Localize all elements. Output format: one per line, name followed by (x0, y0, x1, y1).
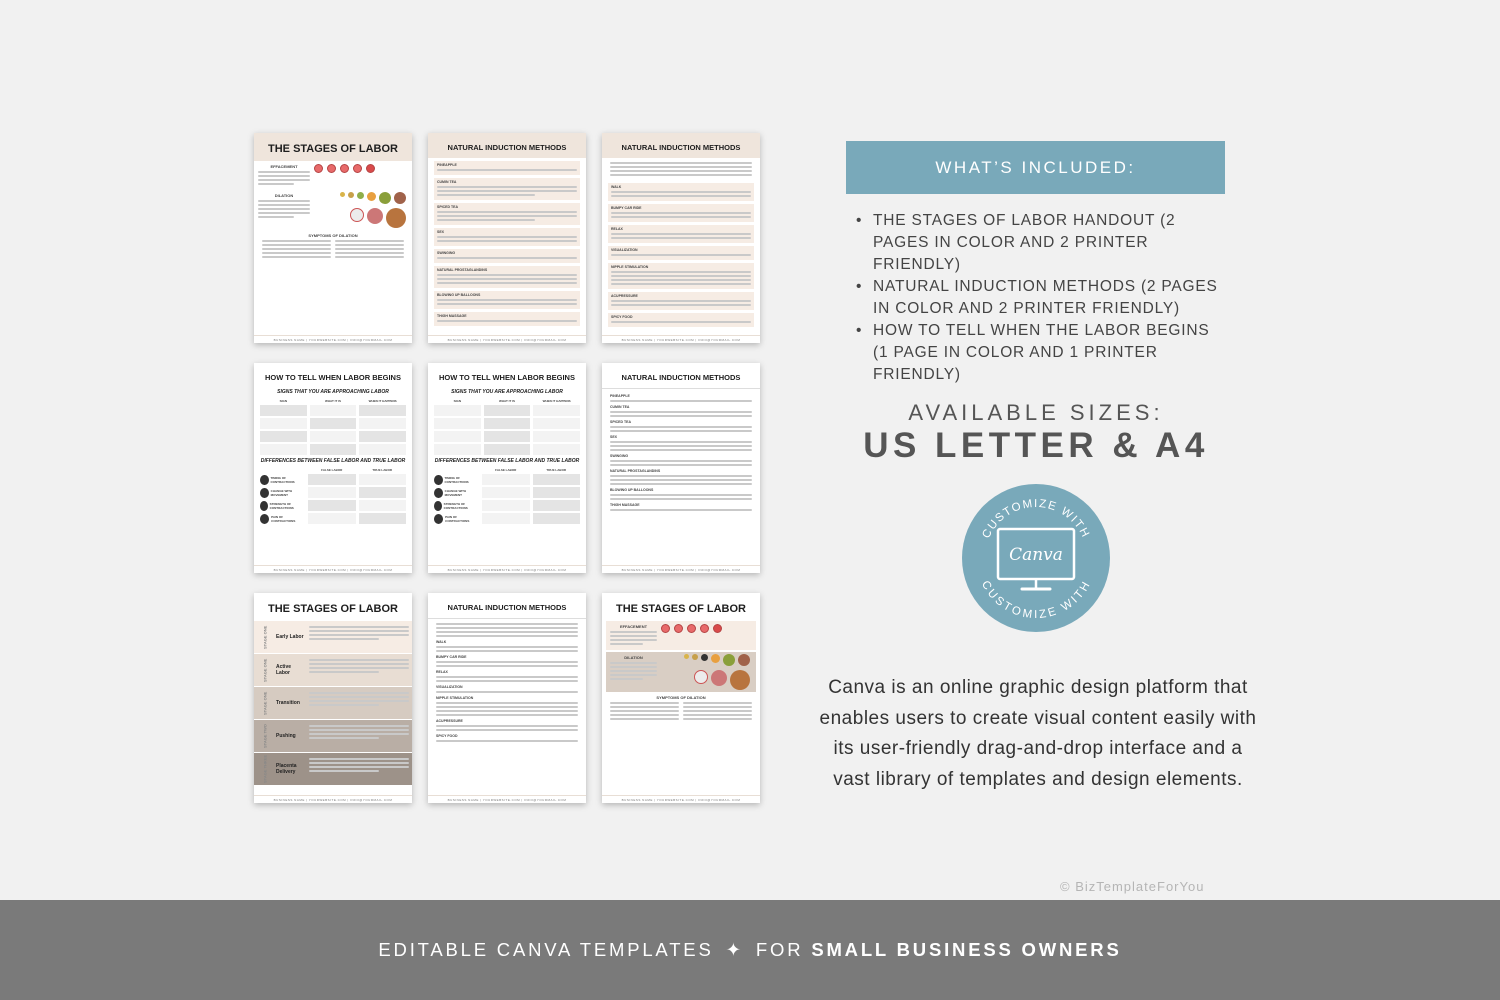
thumb-subheading: DIFFERENCES BETWEEN FALSE LABOR AND TRUE LABOR (260, 458, 406, 464)
copyright-text: © BizTemplateForYou (1060, 879, 1205, 894)
thumb-natural-induction-1: NATURAL INDUCTION METHODS PINEAPPLE CUMIN TEA SPICED TEA SEX SWINGING NATURAL PROSTAGLANDINS BLOWING UP BALLOONS THIGH MASSAGE BUSINESS NAME | YOURWEBSITE.COM | INFO@YOURMAIL.COM (428, 133, 586, 343)
included-item: • HOW TO TELL WHEN THE LABOR BEGINS (1 PAGE IN COLOR AND 1 PRINTER FRIENDLY) (856, 320, 1226, 386)
canva-description: Canva is an online graphic design platform that enables users to create visual content easily with its user-friendly drag-and-drop interface and a vast library of templates and design elements. (819, 677, 1257, 790)
thumb-natural-induction-3: NATURAL INDUCTION METHODS PINEAPPLE CUMIN TEA SPICED TEA SEX SWINGING NATURAL PROSTAGLANDINS BLOWING UP BALLOONS THIGH MASSAGE BUSINESS NAME | YOURWEBSITE.COM | INFO@YOURMAIL.COM (602, 363, 760, 573)
included-item: • THE STAGES OF LABOR HANDOUT (2 PAGES IN COLOR AND 2 PRINTER FRIENDLY) (856, 210, 1226, 276)
thumb-footer: BUSINESS NAME | YOURWEBSITE.COM | INFO@YOURMAIL.COM (254, 565, 412, 573)
thumb-subheading: DILATION (274, 193, 294, 198)
thumb-title: HOW TO TELL WHEN LABOR BEGINS (254, 363, 412, 388)
bulb-icons (314, 161, 383, 190)
thumb-title: THE STAGES OF LABOR (254, 593, 412, 621)
thumb-subheading: SYMPTOMS OF DILATION (308, 233, 358, 238)
thumb-footer: BUSINESS NAME | YOURWEBSITE.COM | INFO@YOURMAIL.COM (428, 565, 586, 573)
thumb-subheading: SIGNS THAT YOU ARE APPROACHING LABOR (451, 389, 563, 395)
star-separator-icon: ✦ (725, 939, 744, 960)
thumb-stages-of-labor-printer (602, 593, 760, 803)
thumb-footer: BUSINESS NAME | YOURWEBSITE.COM | INFO@YOURMAIL.COM (602, 335, 760, 343)
thumb-subheading: SIGNS THAT YOU ARE APPROACHING LABOR (277, 389, 389, 395)
thumb-footer: BUSINESS NAME | YOURWEBSITE.COM | INFO@YOURMAIL.COM (602, 795, 760, 803)
thumb-title: NATURAL INDUCTION METHODS (602, 133, 760, 158)
canva-logo: Canva (1009, 545, 1063, 565)
included-item: • NATURAL INDUCTION METHODS (2 PAGES IN COLOR AND 2 PRINTER FRIENDLY) (856, 276, 1226, 320)
footer-text-part1: EDITABLE CANVA TEMPLATES (378, 939, 714, 960)
available-sizes-value: US LETTER & A4 (863, 426, 1209, 465)
thumb-title: THE STAGES OF LABOR (602, 593, 760, 621)
footer-text-part3: SMALL BUSINESS OWNERS (811, 939, 1122, 960)
food-size-icons (661, 652, 756, 668)
thumb-footer: BUSINESS NAME | YOURWEBSITE.COM | INFO@YOURMAIL.COM (602, 565, 760, 573)
available-sizes-label: AVAILABLE SIZES: (908, 400, 1164, 425)
thumb-labor-begins-1: HOW TO TELL WHEN LABOR BEGINS SIGNS THAT YOU ARE APPROACHING LABOR SIGN WHAT IT IS WHEN IT HAPPENS DIFFERENCES BETWEEN FALSE LABOR AND TRUE LABOR FALSE LABOR TRUE LABOR TIMING OF CONTRACTIONS CHANGE WITH MOVEMENT STRENGTH OF CONTRACTIONS PAIN OF CONTRACTIONS BUSINESS NAME | YOURWEBSITE.COM | INFO@YOURMAIL.COM (254, 363, 412, 573)
whats-included-heading: WHAT’S INCLUDED: (846, 141, 1225, 194)
food-size-icons (314, 190, 412, 206)
footer-banner (0, 900, 1500, 1000)
thumb-subheading: DILATION (624, 655, 643, 660)
thumb-title: HOW TO TELL WHEN LABOR BEGINS (428, 363, 586, 388)
thumb-title: NATURAL INDUCTION METHODS (428, 593, 586, 619)
thumb-footer: BUSINESS NAME | YOURWEBSITE.COM | INFO@YOURMAIL.COM (428, 335, 586, 343)
included-list (856, 210, 1226, 386)
bulb-icons (661, 621, 730, 650)
badge-ring-text-top: CUSTOMIZE WITH (980, 497, 1092, 541)
thumb-footer: BUSINESS NAME | YOURWEBSITE.COM | INFO@YOURMAIL.COM (254, 795, 412, 803)
thumb-title: THE STAGES OF LABOR (254, 133, 412, 161)
thumb-title: NATURAL INDUCTION METHODS (602, 363, 760, 389)
thumb-title: NATURAL INDUCTION METHODS (428, 133, 586, 158)
thumb-subheading: SYMPTOMS OF DILATION (656, 695, 706, 700)
thumb-subheading: DIFFERENCES BETWEEN FALSE LABOR AND TRUE LABOR (434, 458, 580, 464)
customize-with-canva-badge (961, 483, 1111, 633)
footer-text-part2: FOR (755, 939, 804, 960)
template-preview-grid (254, 133, 762, 803)
thumb-natural-induction-4: NATURAL INDUCTION METHODS WALK BUMPY CAR RIDE RELAX VISUALIZATION NIPPLE STIMULATION ACUPRESSURE SPICY FOOD BUSINESS NAME | YOURWEBSITE.COM | INFO@YOURMAIL.COM (428, 593, 586, 803)
badge-ring-text-bottom: CUSTOMIZE WITH (978, 579, 1094, 622)
thumb-stages-of-labor-table: THE STAGES OF LABOR STAGE ONE Early Labor STAGE ONE Active Labor STAGE ONE Transition STAGE TWO Pushing STAGE THREE Placenta Delivery BUSINESS NAME | YOURWEBSITE.COM | INFO@YOURMAIL.COM (254, 593, 412, 803)
thumb-natural-induction-2: NATURAL INDUCTION METHODS WALK BUMPY CAR RIDE RELAX VISUALIZATION NIPPLE STIMULATION ACUPRESSURE SPICY FOOD BUSINESS NAME | YOURWEBSITE.COM | INFO@YOURMAIL.COM (602, 133, 760, 343)
thumb-stages-of-labor-color (254, 133, 412, 343)
thumb-subheading: EFFACEMENT (270, 164, 298, 169)
thumb-footer: BUSINESS NAME | YOURWEBSITE.COM | INFO@YOURMAIL.COM (428, 795, 586, 803)
thumb-subheading: EFFACEMENT (619, 624, 648, 629)
thumb-labor-begins-2: HOW TO TELL WHEN LABOR BEGINS SIGNS THAT YOU ARE APPROACHING LABOR SIGN WHAT IT IS WHEN IT HAPPENS DIFFERENCES BETWEEN FALSE LABOR AND TRUE LABOR FALSE LABOR TRUE LABOR TIMING OF CONTRACTIONS CHANGE WITH MOVEMENT STRENGTH OF CONTRACTIONS PAIN OF CONTRACTIONS BUSINESS NAME | YOURWEBSITE.COM | INFO@YOURMAIL.COM (428, 363, 586, 573)
thumb-footer: BUSINESS NAME | YOURWEBSITE.COM | INFO@YOURMAIL.COM (254, 335, 412, 343)
